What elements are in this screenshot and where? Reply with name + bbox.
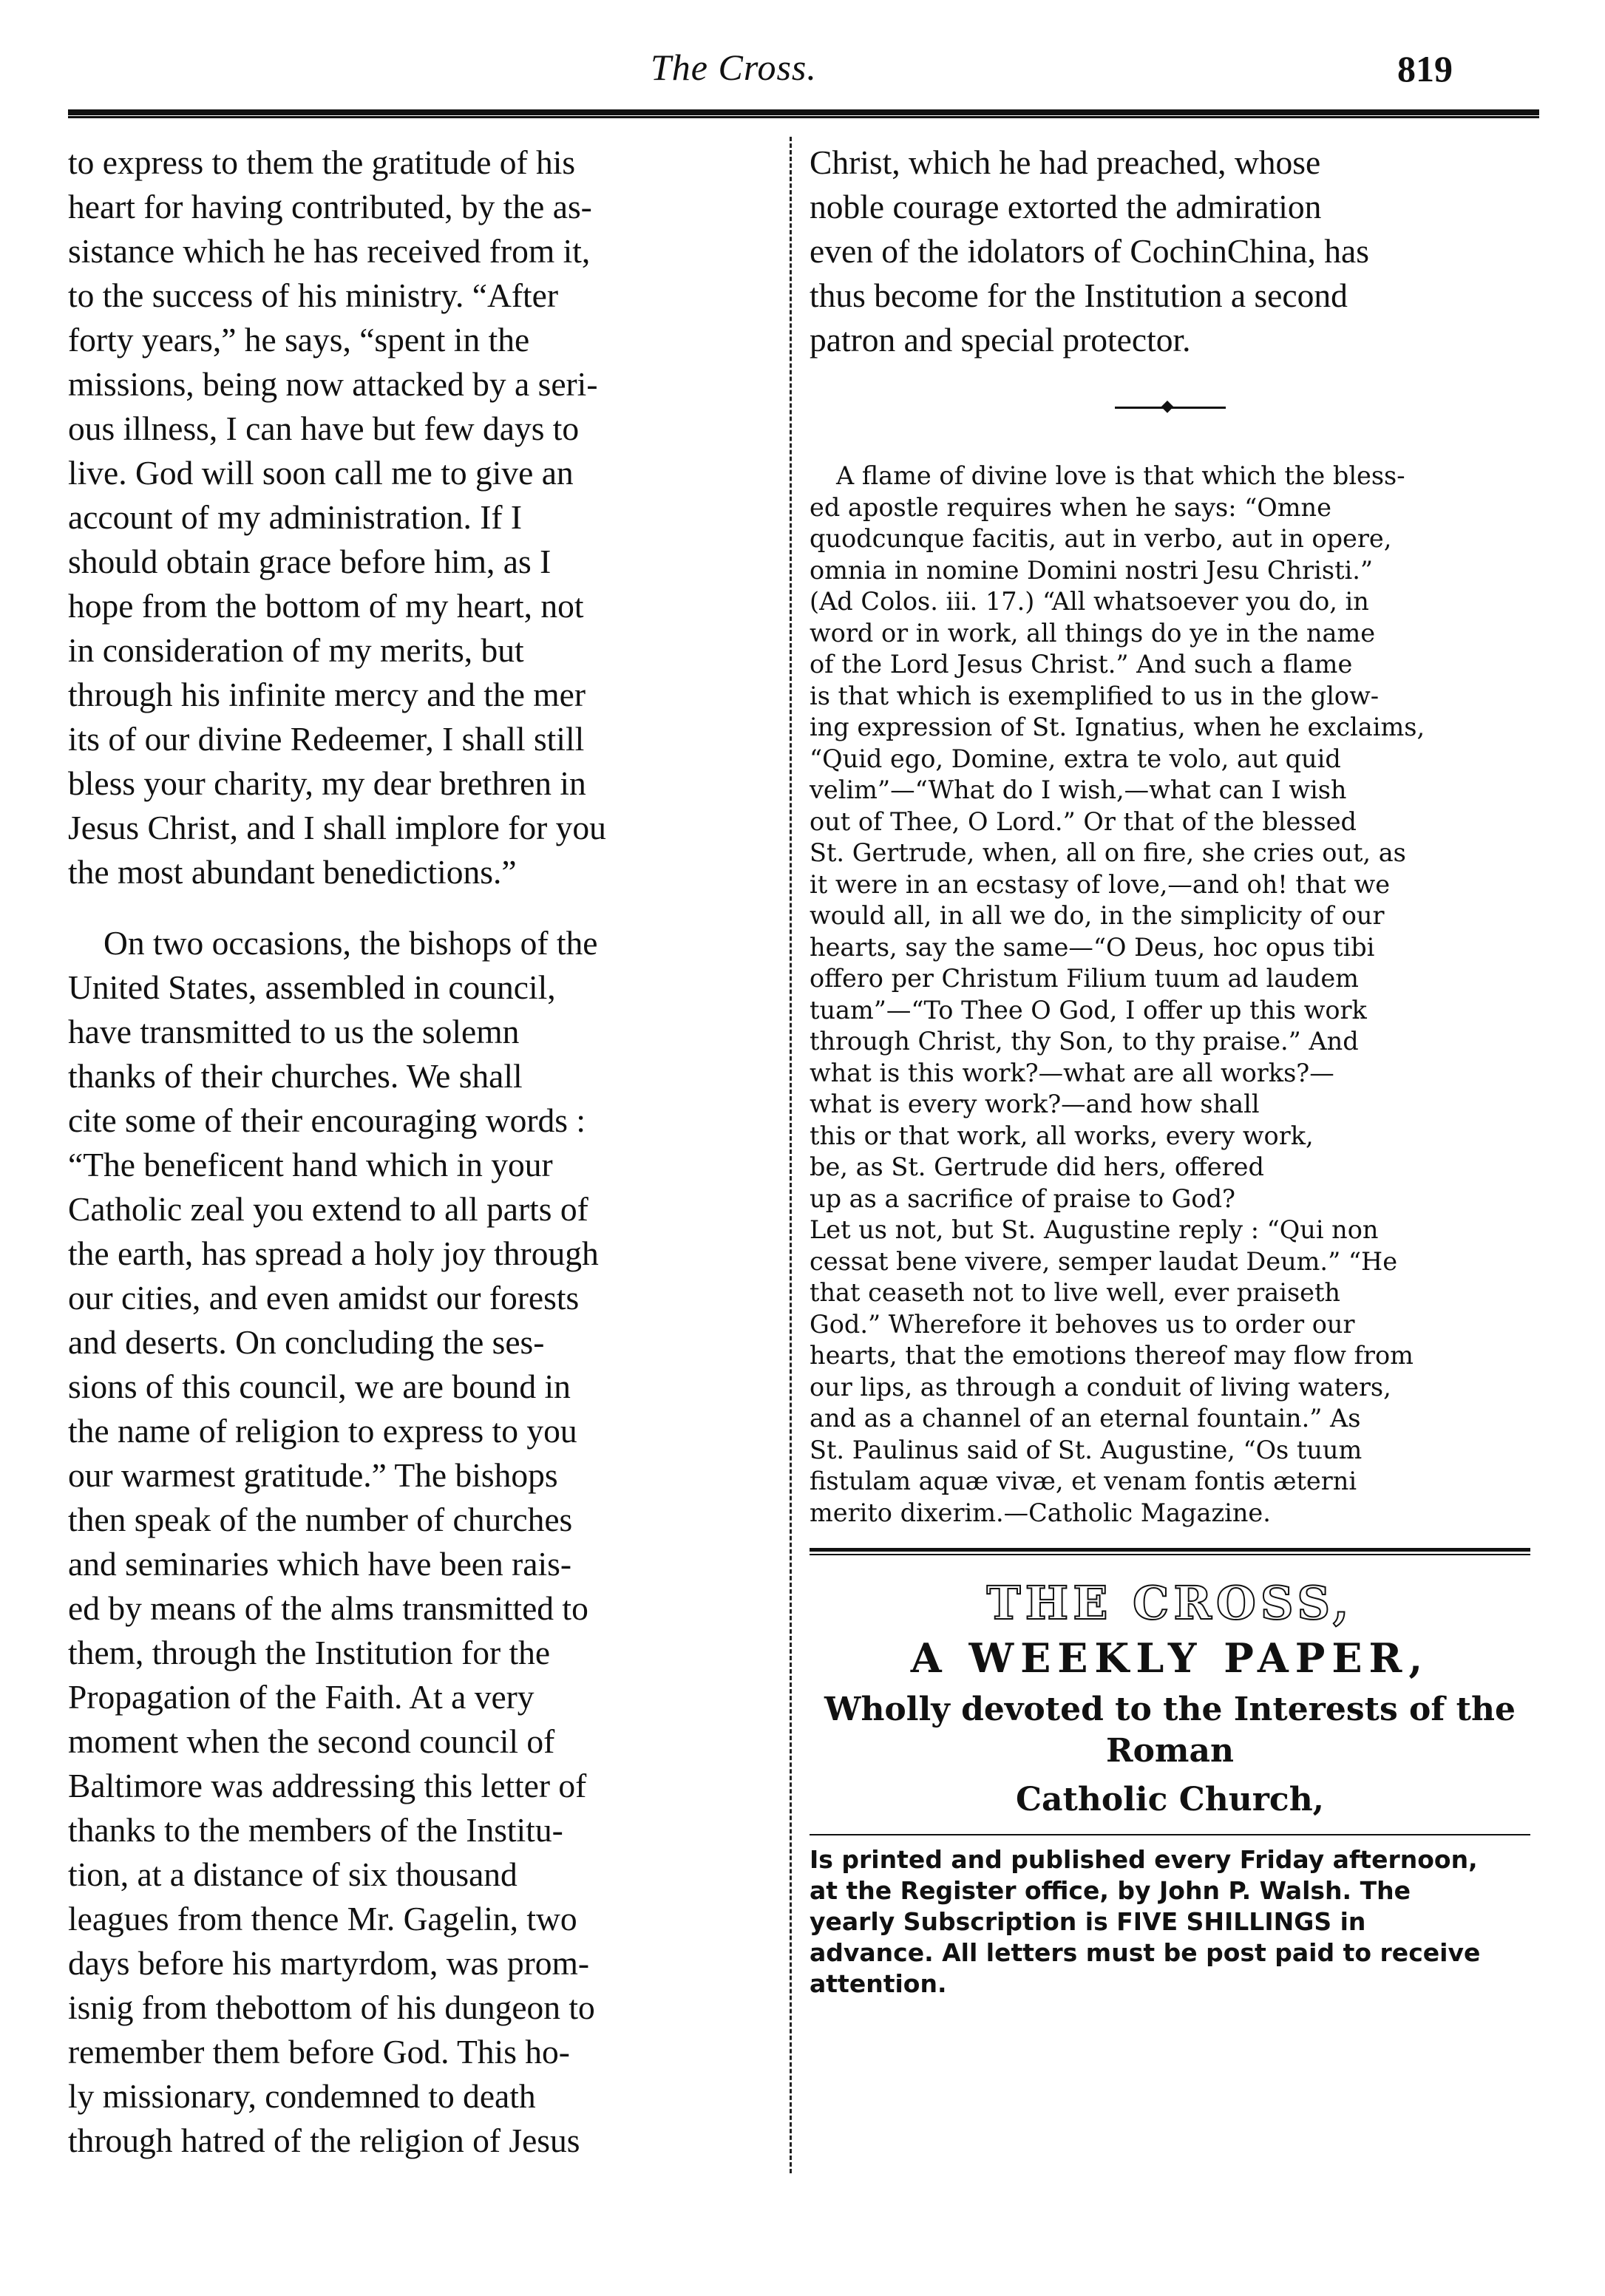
text-line: On two occasions, the bishops of the <box>104 924 598 962</box>
text-line: Baltimore was addressing this letter of <box>68 1767 587 1804</box>
text-line: forty years,” he says, “spent in the <box>68 321 530 359</box>
text-line: bless your charity, my dear brethren in <box>68 764 586 802</box>
section-ornament <box>1115 407 1226 409</box>
text-line: our cities, and even amidst our forests <box>68 1279 580 1317</box>
advertisement-body <box>810 1844 1530 2000</box>
text-line: the most abundant benedictions.” <box>68 853 517 891</box>
text-line: thanks of their churches. We shall <box>68 1057 523 1095</box>
text-line: thus become for the Institution a second <box>810 276 1348 314</box>
text-line: through his infinite mercy and the mer <box>68 676 586 713</box>
right-paragraph-1 <box>810 140 1530 362</box>
text-line: United States, assembled in council, <box>68 968 556 1006</box>
quote-line: that ceaseth not to live well, ever praiseth <box>810 1278 1341 1307</box>
text-line: Propagation of the Faith. At a very <box>68 1678 535 1716</box>
text-line: the name of religion to express to you <box>68 1412 577 1450</box>
quote-line: and as a channel of an eternal fountain.” As <box>810 1404 1361 1433</box>
quote-line: of the Lord Jesus Christ.” And such a flame <box>810 650 1353 679</box>
text-line: Jesus Christ, and I shall implore for you <box>68 809 606 846</box>
quote-line: it were in an ecstasy of love,—and oh! that we <box>810 869 1391 899</box>
quote-paragraph <box>810 461 1530 1529</box>
text-line: to the success of his ministry. “After <box>68 276 558 314</box>
text-line: the earth, has spread a holy joy through <box>68 1234 599 1272</box>
quote-line: up as a sacrifice of praise to God? <box>810 1183 1235 1213</box>
text-line: moment when the second council of <box>68 1722 555 1760</box>
quote-line: hearts, that the emotions thereof may flow from <box>810 1341 1414 1370</box>
left-paragraph-1 <box>68 140 778 894</box>
page-header-title: The Cross. <box>651 47 817 88</box>
advertisement-line: yearly Subscription is FIVE SHILLINGS in <box>810 1907 1366 1936</box>
quote-line: our lips, as through a conduit of living waters, <box>810 1372 1391 1402</box>
quote-line: velim”—“What do I wish,—what can I wish <box>810 775 1347 804</box>
text-line: noble courage extorted the admiration <box>810 188 1322 225</box>
page-number: 819 <box>1397 48 1453 89</box>
advertisement-subtitle: A WEEKLY PAPER, <box>910 1634 1430 1682</box>
text-line: “The beneficent hand which in your <box>68 1146 553 1183</box>
quote-line: Let us not, but St. Augustine reply : “Qui non <box>810 1215 1379 1244</box>
text-line: through hatred of the religion of Jesus <box>68 2122 580 2159</box>
text-line: remember them before God. This ho- <box>68 2033 570 2071</box>
quote-line: ing expression of St. Ignatius, when he exclaims, <box>810 713 1425 741</box>
quote-line: “Quid ego, Domine, extra te volo, aut quid <box>810 744 1341 773</box>
text-line: live. God will soon call me to give an <box>68 454 574 492</box>
text-line: sistance which he has received from it, <box>68 232 591 270</box>
text-line: our warmest gratitude.” The bishops <box>68 1456 558 1494</box>
left-column <box>68 140 778 2163</box>
text-line: to express to them the gratitude of his <box>68 143 576 181</box>
quote-line: (Ad Colos. iii. 17.) “All whatsoever you do, in <box>810 587 1369 616</box>
quote-line: St. Gertrude, when, all on fire, she cries out, as <box>810 838 1406 867</box>
quote-line: offero per Christum Filium tuum ad laudem <box>810 964 1359 993</box>
quote-line: omnia in nomine Domini nostri Jesu Christi.” <box>810 555 1374 585</box>
advertisement-line: attention. <box>810 1969 947 1998</box>
text-line: them, through the Institution for the <box>68 1634 551 1671</box>
text-line: leagues from thence Mr. Gagelin, two <box>68 1900 577 1937</box>
quote-line: word or in work, all things do ye in the name <box>810 618 1376 648</box>
text-line: and seminaries which have been rais- <box>68 1545 571 1583</box>
advertisement-devoted-line-1: Wholly devoted to the Interests of the Roman <box>824 1691 1516 1770</box>
quote-line: be, as St. Gertrude did hers, offered <box>810 1152 1264 1181</box>
advertisement-line: Is printed and published every Friday afternoon, <box>810 1845 1478 1874</box>
quote-line: hearts, say the same—“O Deus, hoc opus tibi <box>810 932 1375 962</box>
text-line: thanks to the members of the Institu- <box>68 1811 563 1849</box>
text-line: hope from the bottom of my heart, not <box>68 587 584 625</box>
text-line: ly missionary, condemned to death <box>68 2077 536 2115</box>
quote-line: ed apostle requires when he says: “Omne <box>810 492 1331 522</box>
text-line: cite some of their encouraging words : <box>68 1101 586 1139</box>
text-line: missions, being now attacked by a seri- <box>68 365 598 403</box>
right-column <box>810 140 1530 2000</box>
advertisement-devoted-line-2: Catholic Church, <box>1015 1781 1324 1818</box>
text-line: tion, at a distance of six thousand <box>68 1855 518 1893</box>
advertisement-line: advance. All letters must be post paid to receive <box>810 1938 1481 1967</box>
quote-line: fistulam aquæ vivæ, et venam fontis æterni <box>810 1467 1357 1495</box>
quote-line: A flame of divine love is that which the bless- <box>836 461 1405 490</box>
text-line: ous illness, I can have but few days to <box>68 410 580 447</box>
text-line: have transmitted to us the solemn <box>68 1013 520 1050</box>
quote-line: merito dixerim.—Catholic Magazine. <box>810 1498 1271 1527</box>
quote-line: through Christ, thy Son, to thy praise.” And <box>810 1027 1359 1056</box>
quote-line: God.” Wherefore it behoves us to order our <box>810 1309 1355 1339</box>
left-paragraph-2 <box>68 921 778 2163</box>
text-line: should obtain grace before him, as I <box>68 543 552 580</box>
column-divider <box>790 137 792 2173</box>
text-line: patron and special protector. <box>810 321 1191 359</box>
text-line: its of our divine Redeemer, I shall still <box>68 720 585 758</box>
quote-line: what is this work?—what are all works?— <box>810 1058 1334 1087</box>
advertisement-rule-thin <box>810 1834 1530 1835</box>
text-line: then speak of the number of churches <box>68 1501 573 1538</box>
advertisement-rule <box>810 1548 1530 1555</box>
text-line: sions of this council, we are bound in <box>68 1368 571 1405</box>
advertisement-line: at the Register office, by John P. Walsh. The <box>810 1876 1411 1905</box>
text-line: account of my administration. If I <box>68 498 523 536</box>
quote-line: out of Thee, O Lord.” Or that of the blessed <box>810 806 1357 836</box>
advertisement-title: THE CROSS, <box>986 1576 1354 1630</box>
quote-line: is that which is exemplified to us in the glow- <box>810 681 1380 710</box>
text-line: Christ, which he had preached, whose <box>810 143 1321 181</box>
header-rule <box>68 109 1539 118</box>
quote-line: tuam”—“To Thee O God, I offer up this work <box>810 995 1367 1025</box>
paragraph-gap <box>68 894 778 921</box>
text-line: in consideration of my merits, but <box>68 631 524 669</box>
quote-line: St. Paulinus said of St. Augustine, “Os tuum <box>810 1435 1363 1464</box>
quote-line: this or that work, all works, every work, <box>810 1121 1314 1150</box>
text-line: even of the idolators of CochinChina, has <box>810 232 1369 270</box>
quote-line: cessat bene vivere, semper laudat Deum.” “He <box>810 1246 1398 1276</box>
quote-line: would all, in all we do, in the simplicity of our <box>810 901 1385 930</box>
text-line: days before his martyrdom, was prom- <box>68 1944 590 1982</box>
text-line: heart for having contributed, by the as- <box>68 188 592 225</box>
text-line: isnig from thebottom of his dungeon to <box>68 1988 595 2026</box>
quote-line: quodcunque facitis, aut in verbo, aut in opere, <box>810 524 1392 553</box>
text-line: and deserts. On concluding the ses- <box>68 1323 545 1361</box>
text-line: Catholic zeal you extend to all parts of <box>68 1190 588 1228</box>
text-line: ed by means of the alms transmitted to <box>68 1589 588 1627</box>
quote-line: what is every work?—and how shall <box>810 1090 1260 1118</box>
